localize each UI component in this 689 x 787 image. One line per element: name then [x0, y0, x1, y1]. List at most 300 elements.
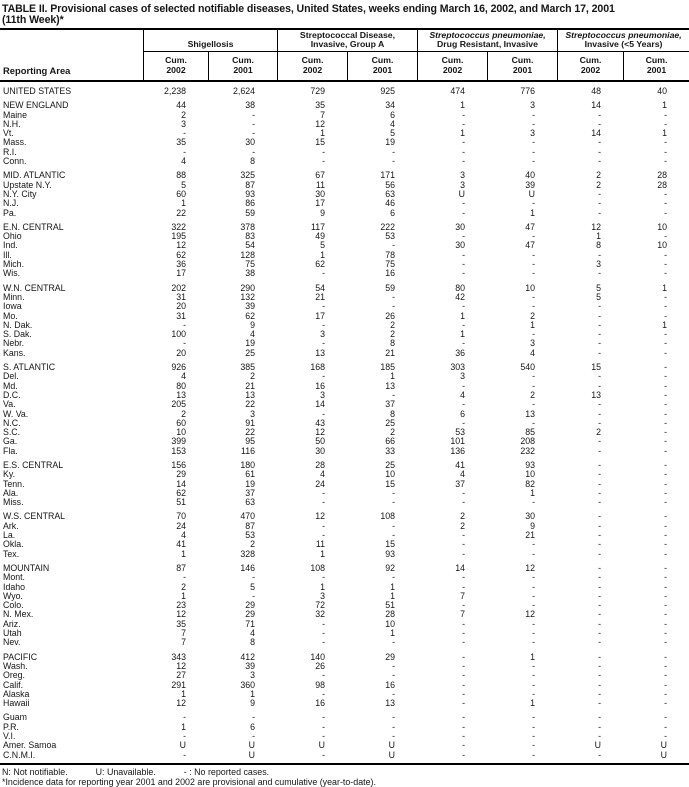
- value-cell: 75: [385, 259, 395, 270]
- reporting-area-cell: Wis.: [3, 268, 21, 279]
- value-cell: -: [598, 749, 601, 760]
- reporting-area-cell: Hawaii: [3, 698, 30, 709]
- value-cell: -: [664, 188, 667, 199]
- value-cell: -: [664, 231, 667, 242]
- value-cell: 185: [380, 362, 395, 373]
- reporting-area-cell: Ga.: [3, 436, 18, 447]
- value-cell: U: [388, 749, 395, 760]
- table-section: [0, 564, 689, 648]
- value-cell: 7: [320, 109, 325, 120]
- value-cell: -: [664, 698, 667, 709]
- table-row: [0, 620, 689, 629]
- value-cell: 205: [171, 399, 186, 410]
- value-cell: -: [598, 618, 601, 629]
- value-cell: 59: [245, 207, 255, 218]
- value-cell: 38: [245, 268, 255, 279]
- value-cell: -: [532, 146, 535, 157]
- value-cell: -: [532, 688, 535, 699]
- value-cell: -: [664, 637, 667, 648]
- value-cell: -: [252, 118, 255, 129]
- cum-year: 2001: [372, 65, 393, 75]
- value-cell: -: [462, 600, 465, 611]
- value-cell: 4: [530, 347, 535, 358]
- value-cell: 31: [176, 291, 186, 302]
- value-cell: -: [462, 399, 465, 410]
- reporting-area-cell: Utah: [3, 628, 22, 639]
- value-cell: -: [664, 679, 667, 690]
- table-row: [0, 129, 689, 138]
- value-cell: -: [598, 712, 601, 723]
- value-cell: 47: [525, 240, 535, 251]
- reporting-area-cell: Okla.: [3, 539, 24, 550]
- value-cell: -: [462, 628, 465, 639]
- table-row: [0, 260, 689, 269]
- value-cell: -: [664, 380, 667, 391]
- value-cell: 291: [171, 679, 186, 690]
- value-cell: 15: [591, 362, 601, 373]
- value-cell: 71: [245, 618, 255, 629]
- value-cell: 1: [390, 581, 395, 592]
- value-cell: 54: [245, 240, 255, 251]
- value-cell: -: [392, 660, 395, 671]
- value-cell: -: [598, 310, 601, 321]
- value-cell: U: [660, 740, 667, 751]
- value-cell: 8: [250, 156, 255, 167]
- value-cell: -: [252, 146, 255, 157]
- value-cell: 1: [460, 128, 465, 139]
- value-cell: -: [462, 679, 465, 690]
- value-cell: -: [392, 721, 395, 732]
- value-cell: 729: [310, 86, 325, 96]
- reporting-area-cell: Wyo.: [3, 590, 23, 601]
- value-cell: -: [322, 156, 325, 167]
- value-cell: 168: [310, 362, 325, 373]
- value-cell: 3: [530, 128, 535, 139]
- value-cell: -: [252, 590, 255, 601]
- value-cell: 36: [455, 347, 465, 358]
- value-cell: 8: [390, 408, 395, 419]
- value-cell: 33: [385, 445, 395, 456]
- value-cell: 38: [245, 100, 255, 111]
- value-cell: -: [462, 109, 465, 120]
- value-cell: 39: [525, 179, 535, 190]
- cum-year: 2001: [646, 65, 667, 75]
- value-cell: 42: [455, 291, 465, 302]
- reporting-area-cell: Iowa: [3, 301, 22, 312]
- value-cell: 13: [245, 389, 255, 400]
- value-cell: 48: [591, 86, 601, 96]
- value-cell: 87: [245, 179, 255, 190]
- reporting-area-cell: S. Dak.: [3, 329, 32, 340]
- table-section: [0, 363, 689, 456]
- value-cell: -: [664, 417, 667, 428]
- value-cell: 5: [181, 179, 186, 190]
- value-cell: 5: [320, 240, 325, 251]
- value-cell: 2: [596, 427, 601, 438]
- value-cell: 12: [176, 660, 186, 671]
- reporting-area-cell: La.: [3, 530, 16, 541]
- value-cell: -: [462, 637, 465, 648]
- table-row: [0, 190, 689, 199]
- value-cell: U: [660, 749, 667, 760]
- value-cell: -: [664, 459, 667, 470]
- value-cell: -: [598, 408, 601, 419]
- table-row: [0, 284, 689, 293]
- value-cell: 180: [240, 459, 255, 470]
- value-cell: 21: [315, 291, 325, 302]
- value-cell: -: [252, 109, 255, 120]
- value-cell: 325: [240, 170, 255, 181]
- value-cell: -: [462, 338, 465, 349]
- value-cell: 343: [171, 651, 186, 662]
- value-cell: 2: [460, 511, 465, 522]
- value-cell: -: [462, 581, 465, 592]
- value-cell: -: [664, 651, 667, 662]
- value-cell: 13: [385, 698, 395, 709]
- cum-label: Cum.: [301, 55, 324, 66]
- value-cell: -: [664, 609, 667, 620]
- table-row: [0, 419, 689, 428]
- value-cell: -: [462, 231, 465, 242]
- table-section: [0, 653, 689, 709]
- value-cell: -: [664, 207, 667, 218]
- table-row: [0, 723, 689, 732]
- value-cell: U: [458, 188, 465, 199]
- reporting-area-cell: Mont.: [3, 572, 26, 583]
- value-cell: -: [322, 319, 325, 330]
- table-row: [0, 111, 689, 120]
- value-cell: 29: [245, 609, 255, 620]
- reporting-area-cell: Minn.: [3, 291, 25, 302]
- value-cell: -: [532, 417, 535, 428]
- cum-label: Cum.: [579, 55, 602, 66]
- value-cell: 13: [591, 389, 601, 400]
- value-cell: -: [598, 268, 601, 279]
- value-cell: 1: [390, 590, 395, 601]
- value-cell: 29: [176, 469, 186, 480]
- value-cell: 4: [181, 530, 186, 541]
- value-cell: -: [664, 156, 667, 167]
- reporting-area-cell: Amer. Samoa: [3, 740, 57, 751]
- value-cell: 2: [181, 408, 186, 419]
- value-cell: 4: [320, 469, 325, 480]
- value-cell: 75: [245, 259, 255, 270]
- value-cell: 1: [662, 282, 667, 293]
- footnotes: [0, 765, 689, 787]
- value-cell: 19: [245, 478, 255, 489]
- table-section: [0, 512, 689, 558]
- value-cell: 7: [460, 590, 465, 601]
- value-cell: 2: [181, 581, 186, 592]
- table-row: [0, 339, 689, 348]
- table-row: [0, 410, 689, 419]
- reporting-area-cell: Tex.: [3, 548, 20, 559]
- value-cell: -: [462, 259, 465, 270]
- value-cell: 3: [181, 118, 186, 129]
- value-cell: 10: [176, 427, 186, 438]
- cum-label: Cum.: [165, 55, 187, 66]
- value-cell: -: [322, 497, 325, 508]
- value-cell: 195: [171, 231, 186, 242]
- value-cell: -: [664, 660, 667, 671]
- table-row: [0, 157, 689, 166]
- value-cell: -: [322, 749, 325, 760]
- value-cell: 23: [176, 600, 186, 611]
- value-cell: -: [392, 497, 395, 508]
- value-cell: -: [598, 609, 601, 620]
- value-cell: 232: [520, 445, 535, 456]
- value-cell: 14: [455, 562, 465, 573]
- value-cell: -: [462, 380, 465, 391]
- value-cell: -: [598, 445, 601, 456]
- value-cell: 63: [385, 188, 395, 199]
- value-cell: 51: [385, 600, 395, 611]
- value-cell: -: [462, 712, 465, 723]
- value-cell: 6: [250, 721, 255, 732]
- value-cell: 9: [250, 698, 255, 709]
- reporting-area-cell: N.Y. City: [3, 188, 37, 199]
- table-row: [0, 601, 689, 610]
- value-cell: -: [532, 380, 535, 391]
- value-cell: 4: [390, 118, 395, 129]
- value-cell: -: [664, 721, 667, 732]
- table-row: [0, 223, 689, 232]
- value-cell: -: [462, 572, 465, 583]
- value-cell: -: [664, 469, 667, 480]
- value-cell: 15: [385, 478, 395, 489]
- cum-year: 2002: [580, 65, 601, 75]
- value-cell: 360: [240, 679, 255, 690]
- value-cell: -: [322, 731, 325, 741]
- value-cell: 1: [181, 198, 186, 209]
- value-cell: -: [532, 291, 535, 302]
- value-cell: 25: [385, 459, 395, 470]
- value-cell: -: [462, 146, 465, 157]
- table-row: [0, 531, 689, 540]
- value-cell: 56: [385, 179, 395, 190]
- reporting-area-cell: Ohio: [3, 231, 22, 242]
- value-cell: -: [322, 618, 325, 629]
- table-row: [0, 447, 689, 456]
- cum-year: 2002: [442, 65, 463, 75]
- table-row: [0, 101, 689, 110]
- value-cell: 322: [171, 221, 186, 232]
- value-cell: -: [392, 637, 395, 648]
- value-cell: -: [598, 338, 601, 349]
- value-cell: -: [183, 572, 186, 583]
- value-cell: -: [322, 637, 325, 648]
- value-cell: 1: [181, 721, 186, 732]
- value-cell: -: [322, 628, 325, 639]
- value-cell: -: [664, 347, 667, 358]
- value-cell: 470: [240, 511, 255, 522]
- reporting-area-cell: Calif.: [3, 679, 24, 690]
- value-cell: -: [598, 581, 601, 592]
- table-section: [0, 284, 689, 358]
- value-cell: 1: [250, 688, 255, 699]
- value-cell: 10: [525, 469, 535, 480]
- value-cell: 32: [315, 609, 325, 620]
- value-cell: 5: [596, 291, 601, 302]
- reporting-area-cell: S.C.: [3, 427, 21, 438]
- value-cell: 208: [520, 436, 535, 447]
- value-cell: 4: [181, 156, 186, 167]
- reporting-area-cell: Nebr.: [3, 338, 25, 349]
- footnote-asterisk: *Incidence data for reporting year 2001 and 2002 are provisional and cumulative (year-to-date).: [2, 776, 376, 787]
- value-cell: -: [598, 436, 601, 447]
- value-cell: -: [532, 637, 535, 648]
- value-cell: 12: [525, 609, 535, 620]
- value-cell: 37: [455, 478, 465, 489]
- value-cell: 53: [455, 427, 465, 438]
- value-cell: -: [598, 399, 601, 410]
- table-row: [0, 391, 689, 400]
- value-cell: -: [598, 562, 601, 573]
- value-cell: 222: [380, 221, 395, 232]
- value-cell: 2,238: [163, 86, 186, 96]
- value-cell: 3: [460, 371, 465, 382]
- reporting-area-cell: V.I.: [3, 731, 16, 741]
- value-cell: -: [664, 530, 667, 541]
- value-cell: -: [183, 128, 186, 139]
- value-cell: -: [598, 497, 601, 508]
- value-cell: 35: [176, 618, 186, 629]
- value-cell: 30: [455, 240, 465, 251]
- value-cell: -: [532, 329, 535, 340]
- value-cell: 146: [240, 562, 255, 573]
- value-cell: 25: [245, 347, 255, 358]
- value-cell: -: [598, 156, 601, 167]
- value-cell: 1: [181, 548, 186, 559]
- table-row: [0, 629, 689, 638]
- value-cell: -: [664, 338, 667, 349]
- value-cell: 6: [390, 207, 395, 218]
- value-cell: -: [598, 721, 601, 732]
- value-cell: -: [664, 109, 667, 120]
- value-cell: -: [598, 137, 601, 148]
- value-cell: -: [664, 371, 667, 382]
- table-row: [0, 199, 689, 208]
- value-cell: 21: [525, 530, 535, 541]
- value-cell: 1: [320, 581, 325, 592]
- value-cell: -: [664, 146, 667, 157]
- value-cell: -: [598, 371, 601, 382]
- value-cell: -: [252, 731, 255, 741]
- value-cell: -: [598, 487, 601, 498]
- value-cell: -: [664, 712, 667, 723]
- reporting-area-cell: Mich.: [3, 259, 25, 270]
- table-row: [0, 330, 689, 339]
- value-cell: 925: [380, 86, 395, 96]
- value-cell: 101: [450, 436, 465, 447]
- value-cell: 63: [245, 497, 255, 508]
- value-cell: U: [528, 188, 535, 199]
- column-group-strep-pneumoniae-under5: [557, 30, 689, 52]
- value-cell: -: [252, 572, 255, 583]
- value-cell: -: [664, 511, 667, 522]
- table-row: [0, 349, 689, 358]
- value-cell: -: [532, 539, 535, 550]
- value-cell: 93: [245, 188, 255, 199]
- value-cell: 399: [171, 436, 186, 447]
- value-cell: 87: [176, 562, 186, 573]
- value-cell: -: [598, 698, 601, 709]
- value-cell: 9: [530, 520, 535, 531]
- value-cell: 2: [596, 170, 601, 181]
- value-cell: -: [664, 408, 667, 419]
- value-cell: 116: [240, 445, 255, 456]
- table-row: [0, 269, 689, 278]
- column-group-strep-pneumoniae-drug-resistant: [417, 30, 557, 52]
- value-cell: 93: [385, 548, 395, 559]
- value-cell: 14: [591, 100, 601, 111]
- value-cell: 100: [171, 329, 186, 340]
- value-cell: -: [532, 660, 535, 671]
- value-cell: -: [664, 118, 667, 129]
- reporting-area-cell: Nev.: [3, 637, 21, 648]
- value-cell: -: [462, 207, 465, 218]
- reporting-area-cell: S. ATLANTIC: [3, 362, 56, 373]
- value-cell: 30: [245, 137, 255, 148]
- value-cell: 95: [245, 436, 255, 447]
- value-cell: -: [598, 511, 601, 522]
- value-cell: 31: [176, 310, 186, 321]
- value-cell: 2: [390, 427, 395, 438]
- table-row: [0, 382, 689, 391]
- value-cell: 70: [176, 511, 186, 522]
- reporting-area-cell: Ariz.: [3, 618, 21, 629]
- value-cell: -: [462, 670, 465, 681]
- value-cell: -: [532, 156, 535, 167]
- reporting-area-cell: Kans.: [3, 347, 26, 358]
- value-cell: -: [532, 497, 535, 508]
- value-cell: -: [598, 679, 601, 690]
- value-cell: 2: [530, 310, 535, 321]
- value-cell: -: [664, 581, 667, 592]
- value-cell: -: [532, 721, 535, 732]
- value-cell: -: [532, 548, 535, 559]
- value-cell: -: [392, 670, 395, 681]
- value-cell: 51: [176, 497, 186, 508]
- value-cell: -: [462, 660, 465, 671]
- value-cell: 53: [385, 231, 395, 242]
- value-cell: -: [664, 628, 667, 639]
- table-row: [0, 671, 689, 680]
- value-cell: -: [532, 712, 535, 723]
- value-cell: -: [664, 487, 667, 498]
- value-cell: -: [664, 362, 667, 373]
- value-cell: -: [322, 146, 325, 157]
- value-cell: -: [392, 530, 395, 541]
- cum-year: 2002: [166, 65, 186, 75]
- value-cell: 13: [315, 347, 325, 358]
- value-cell: 140: [310, 651, 325, 662]
- value-cell: -: [532, 249, 535, 260]
- value-cell: 117: [310, 221, 325, 232]
- value-cell: 41: [176, 539, 186, 550]
- table-row: [0, 681, 689, 690]
- reporting-area-cell: Maine: [3, 109, 27, 120]
- value-cell: 17: [315, 310, 325, 321]
- value-cell: 37: [385, 399, 395, 410]
- value-cell: -: [598, 301, 601, 312]
- value-cell: -: [598, 329, 601, 340]
- table-row: [0, 699, 689, 708]
- value-cell: 15: [315, 137, 325, 148]
- table-row: [0, 232, 689, 241]
- value-cell: -: [664, 562, 667, 573]
- value-cell: -: [322, 301, 325, 312]
